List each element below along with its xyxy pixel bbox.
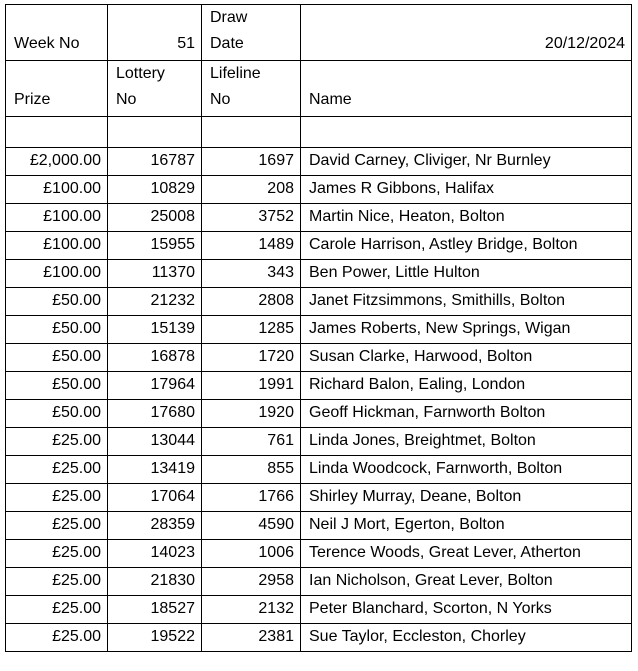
lifeline-no-cell: 2381 [202, 624, 301, 652]
lottery-results-table [5, 4, 632, 652]
prize-cell: £50.00 [6, 344, 108, 372]
table-row [6, 344, 632, 372]
table-row [6, 232, 632, 260]
table-row [6, 484, 632, 512]
table-row [6, 540, 632, 568]
lifeline-header-line1: Lifeline [210, 65, 261, 82]
prize-cell: £50.00 [6, 288, 108, 316]
lottery-no-cell: 14023 [108, 540, 202, 568]
header-row-columns [6, 61, 632, 117]
lifeline-no-column-header [202, 61, 301, 117]
blank-row [6, 117, 632, 148]
lottery-no-cell: 13044 [108, 428, 202, 456]
table-row [6, 316, 632, 344]
name-cell: Ben Power, Little Hulton [301, 260, 632, 288]
table-row [6, 624, 632, 652]
lifeline-no-cell: 2132 [202, 596, 301, 624]
prize-cell: £25.00 [6, 484, 108, 512]
lifeline-no-cell: 1285 [202, 316, 301, 344]
prize-cell: £50.00 [6, 316, 108, 344]
prize-cell: £25.00 [6, 568, 108, 596]
table-row [6, 372, 632, 400]
prize-cell: £25.00 [6, 624, 108, 652]
lottery-no-cell: 13419 [108, 456, 202, 484]
lifeline-no-cell: 3752 [202, 204, 301, 232]
lottery-no-cell: 10829 [108, 176, 202, 204]
lifeline-header-line2: No [210, 91, 231, 108]
blank-cell [108, 117, 202, 148]
lottery-no-cell: 15139 [108, 316, 202, 344]
lifeline-no-cell: 1697 [202, 148, 301, 176]
lottery-no-cell: 18527 [108, 596, 202, 624]
lifeline-no-cell: 1920 [202, 400, 301, 428]
lottery-no-cell: 17064 [108, 484, 202, 512]
table-row [6, 400, 632, 428]
blank-cell [6, 117, 108, 148]
lifeline-no-cell: 1766 [202, 484, 301, 512]
name-cell: Janet Fitzsimmons, Smithills, Bolton [301, 288, 632, 316]
lottery-no-cell: 19522 [108, 624, 202, 652]
lottery-no-cell: 25008 [108, 204, 202, 232]
lifeline-no-cell: 761 [202, 428, 301, 456]
table-row [6, 568, 632, 596]
prize-cell: £25.00 [6, 456, 108, 484]
name-cell: Ian Nicholson, Great Lever, Bolton [301, 568, 632, 596]
table-row [6, 176, 632, 204]
lifeline-no-cell: 1720 [202, 344, 301, 372]
prize-cell: £50.00 [6, 372, 108, 400]
prize-cell: £100.00 [6, 204, 108, 232]
lifeline-no-cell: 855 [202, 456, 301, 484]
name-cell: James R Gibbons, Halifax [301, 176, 632, 204]
prize-cell: £100.00 [6, 176, 108, 204]
draw-date-label-line2: Date [210, 35, 244, 52]
lifeline-no-cell: 1489 [202, 232, 301, 260]
prize-cell: £25.00 [6, 540, 108, 568]
name-cell: Linda Jones, Breightmet, Bolton [301, 428, 632, 456]
lifeline-no-cell: 2958 [202, 568, 301, 596]
draw-date-label-line1: Draw [210, 9, 248, 26]
week-no-value: 51 [108, 5, 202, 61]
lottery-no-cell: 15955 [108, 232, 202, 260]
name-cell: Terence Woods, Great Lever, Atherton [301, 540, 632, 568]
table-row [6, 148, 632, 176]
lottery-no-cell: 17680 [108, 400, 202, 428]
name-cell: Susan Clarke, Harwood, Bolton [301, 344, 632, 372]
name-cell: Neil J Mort, Egerton, Bolton [301, 512, 632, 540]
lottery-no-cell: 28359 [108, 512, 202, 540]
table-row [6, 288, 632, 316]
blank-cell [202, 117, 301, 148]
table-row [6, 260, 632, 288]
draw-date-label [202, 5, 301, 61]
name-cell: Sue Taylor, Eccleston, Chorley [301, 624, 632, 652]
name-cell: Linda Woodcock, Farnworth, Bolton [301, 456, 632, 484]
name-cell: Geoff Hickman, Farnworth Bolton [301, 400, 632, 428]
prize-cell: £25.00 [6, 428, 108, 456]
name-cell: David Carney, Cliviger, Nr Burnley [301, 148, 632, 176]
draw-date-value: 20/12/2024 [301, 5, 632, 61]
prize-cell: £25.00 [6, 596, 108, 624]
lifeline-no-cell: 2808 [202, 288, 301, 316]
prize-cell: £100.00 [6, 232, 108, 260]
name-column-header: Name [301, 61, 632, 117]
lottery-no-cell: 17964 [108, 372, 202, 400]
lottery-no-cell: 21232 [108, 288, 202, 316]
table-row [6, 456, 632, 484]
lifeline-no-cell: 4590 [202, 512, 301, 540]
header-row-week [6, 5, 632, 61]
prize-cell: £100.00 [6, 260, 108, 288]
name-cell: Richard Balon, Ealing, London [301, 372, 632, 400]
lottery-no-cell: 21830 [108, 568, 202, 596]
lottery-header-line2: No [116, 91, 137, 108]
lifeline-no-cell: 208 [202, 176, 301, 204]
prize-cell: £2,000.00 [6, 148, 108, 176]
table-body [6, 5, 632, 652]
lottery-no-cell: 11370 [108, 260, 202, 288]
table-row [6, 596, 632, 624]
name-cell: Peter Blanchard, Scorton, N Yorks [301, 596, 632, 624]
lifeline-no-cell: 343 [202, 260, 301, 288]
name-cell: James Roberts, New Springs, Wigan [301, 316, 632, 344]
prize-column-header: Prize [6, 61, 108, 117]
table-row [6, 204, 632, 232]
prize-cell: £25.00 [6, 512, 108, 540]
table-row [6, 512, 632, 540]
lottery-header-line1: Lottery [116, 65, 165, 82]
lifeline-no-cell: 1006 [202, 540, 301, 568]
prize-cell: £50.00 [6, 400, 108, 428]
name-cell: Carole Harrison, Astley Bridge, Bolton [301, 232, 632, 260]
lifeline-no-cell: 1991 [202, 372, 301, 400]
table-row [6, 428, 632, 456]
name-cell: Martin Nice, Heaton, Bolton [301, 204, 632, 232]
name-cell: Shirley Murray, Deane, Bolton [301, 484, 632, 512]
lottery-no-column-header [108, 61, 202, 117]
lottery-no-cell: 16787 [108, 148, 202, 176]
lottery-no-cell: 16878 [108, 344, 202, 372]
blank-cell [301, 117, 632, 148]
week-no-label: Week No [6, 5, 108, 61]
